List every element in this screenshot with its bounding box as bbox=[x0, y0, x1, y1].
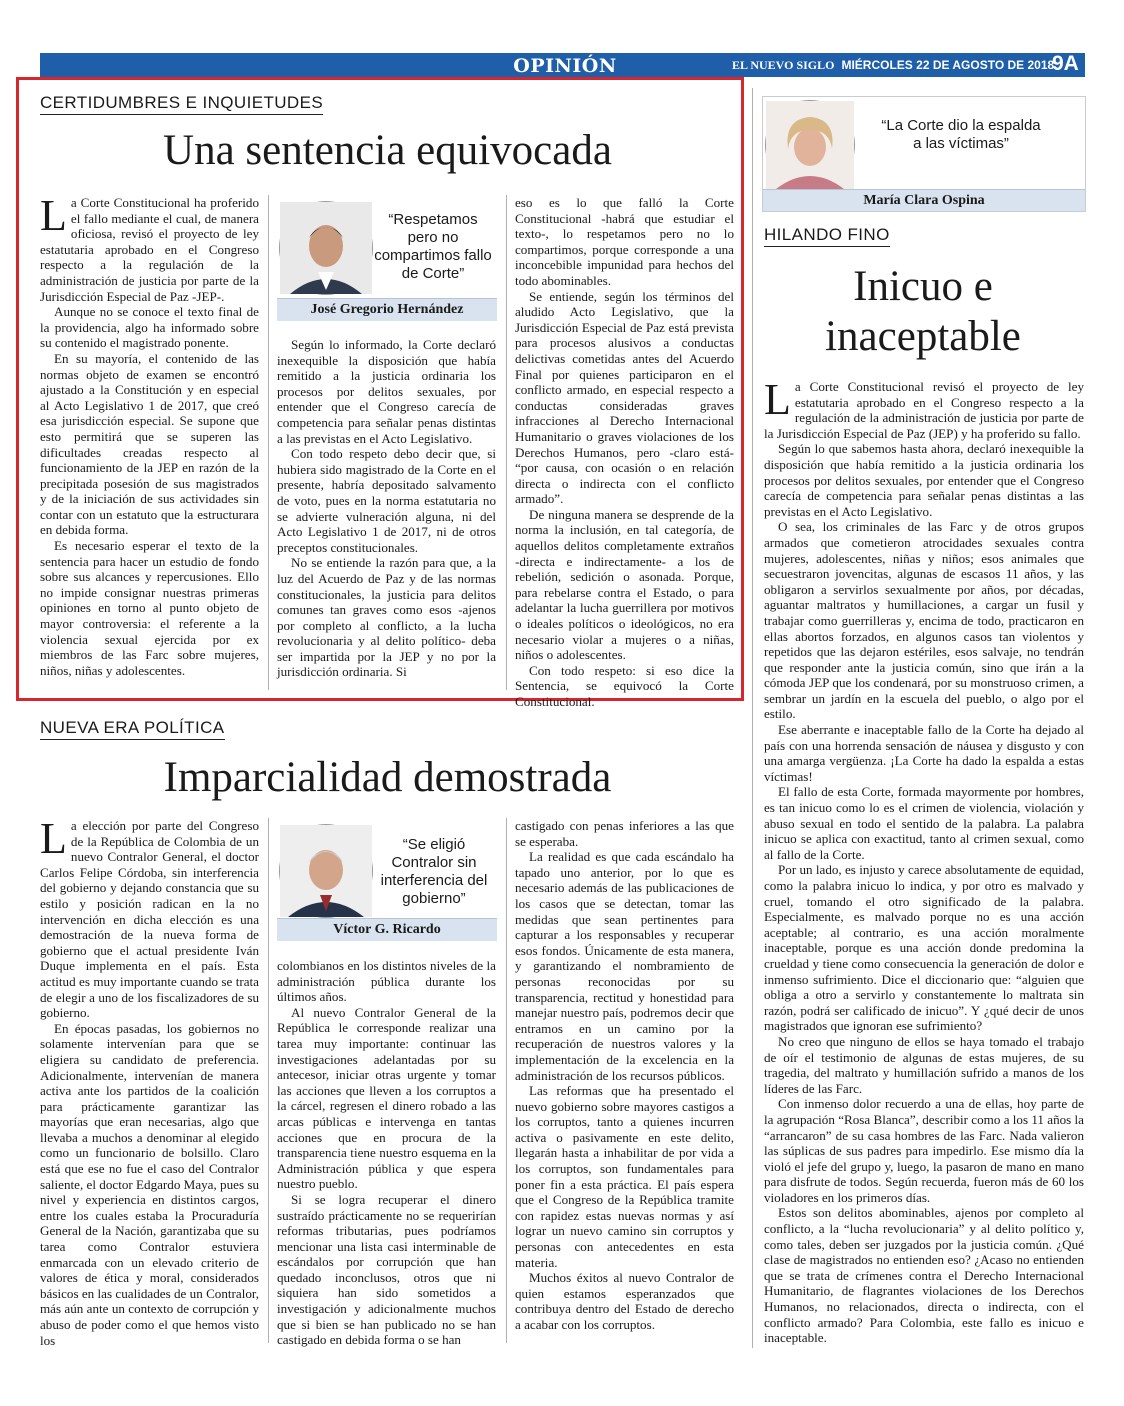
paragraph: Según lo informado, la Corte declaró inexequible la disposición que había remitido a la justicia ordinaria los procesos por delitos sexuales, por entender que el Congreso carecía de competencia para señalar penas distintas a las previstas en el Acto Legislativo. bbox=[277, 337, 496, 446]
paragraph: Aunque no se conoce el texto final de la providencia, algo ha informado sobre su contenido el magistrado ponente. bbox=[40, 304, 259, 351]
article1-pullquote-box bbox=[277, 199, 497, 323]
paragraph: Se entiende, según los términos del aludido Acto Legislativo, que la Jurisdicción Especial de Paz está prevista para procesos alusivos a conductas delictivas cometidas antes del Acuerdo Final por quienes participaron en el conflicto armado, en especial respecto a conductas consideradas graves infracciones al Derecho Internacional Humanitario o graves violaciones de los Derechos Humanos, pero -claro está- “por causa, con ocasión o en relación directa o indirecta con el conflicto armado”. bbox=[515, 288, 734, 507]
paragraph: De ninguna manera se desprende de la norma la inclusión, en tal categoría, de aquellos delitos completamente extraños -directa e indirectamente- a los de rebelión, sedición o asonada. Porque, para rebelarse contra el Estado, o para adelantar la lucha guerrillera por motivos o ideales políticos o ideológicos, no era necesario violar a mujeres o a niñas, niños o adolescentes. bbox=[515, 506, 734, 663]
column-divider bbox=[268, 818, 269, 1343]
article1-column-label: CERTIDUMBRES E INQUIETUDES bbox=[40, 93, 323, 115]
article1-author: José Gregorio Hernández bbox=[277, 298, 497, 321]
paragraph: colombianos en los distintos niveles de la administración pública durante los últimos años. bbox=[277, 958, 496, 1005]
author-avatar bbox=[279, 201, 373, 295]
article1-column-3 bbox=[515, 195, 734, 709]
paragraph: Por un lado, es injusto y carece absolutamente de equidad, como la palabra inicuo lo indica, y por otro es malvado y cruel, tomando el otro significado de la palabra. Especialmente, es malvado porque no es una acción aceptable; al contrario, es una acción moralmente inaceptable, porque es una acción donde predomina la crueldad y tiene como consecuencia la generación de dolor e inmenso sufrimiento. Dice el diccionario que: “alguien que obliga a otro a servirlo y constantemente lo maltrata sin razón, podrá ser calificado de inicuo”. Y ¿qué decir de unos magistrados que ignoran ese sufrimiento? bbox=[764, 862, 1084, 1034]
article2-dropcap: L bbox=[40, 814, 67, 863]
paragraph: Estos son delitos abominables, ajenos por completo al conflicto, a la “lucha revolucionaria” y al delito político y, como tales, deben ser juzgados por la justicia común. ¿Qué clase de magistrados no entienden eso? ¿Acaso no entienden que se trata de crímenes contra el Derecho Internacional Humanitario, de flagrantes violaciones de los Derechos Humanos, no relacionados, directa o indirecta, con el conflicto armado? Para Colombia, este fallo es inicuo e inaceptable. bbox=[764, 1205, 1084, 1346]
paragraph: No creo que ninguno de ellos se haya tomado el trabajo de oír el testimonio de algunas de estas mujeres, de su tragedia, del maltrato y humillación sufrido a manos de los líderes de las Farc. bbox=[764, 1033, 1084, 1096]
paragraph: Con todo respeto debo decir que, si hubiera sido magistrado de la Corte en el presente, habría depositado salvamento de voto, pues en la norma estatutaria no se advierte vulneración alguna, ni del Acto Legislativo 1 de 2017, ni de otros preceptos constitucionales. bbox=[277, 446, 496, 555]
paragraph: castigado con penas inferiores a las que se esperaba. bbox=[515, 818, 734, 849]
article3-author: María Clara Ospina bbox=[763, 189, 1085, 211]
article1-column-1 bbox=[40, 191, 259, 695]
paragraph: a elección por parte del Congreso de la República de Colombia de un nuevo Contralor General, el doctor Carlos Felipe Córdoba, sin interferencia del gobierno y dejando constancia que su estilo y posición radican en la no intervención en dicha elección es una demostración de la nueva forma de gobierno que el actual presidente Iván Duque implementa en el país. Esta actitud es muy importante cuando se trata de elegir a uno de los fiscalizadores de su gobierno. bbox=[40, 818, 259, 1021]
paragraph: Ese aberrante e inaceptable fallo de la Corte ha dejado al país con una horrenda sensación de náusea y disgusto y con una amarga vergüenza. ¡La Corte ha dado la espalda a estas víctimas! bbox=[764, 722, 1084, 784]
article3-body bbox=[764, 375, 1084, 1349]
article3-pullquote-box bbox=[762, 96, 1086, 212]
author-avatar bbox=[279, 824, 373, 918]
paragraph: La realidad es que cada escándalo ha tapado uno anterior, por lo que es necesario además de las publicaciones de los casos que se detectan, tomar las medidas que sean pertinentes para capturar a los responsables y recuperar esos fondos. Únicamente de esta manera, y garantizando el nombramiento de personas reconocidas por su transparencia, rectitud y honestidad para manejar nuestro país, podremos decir que entramos en un camino por la recuperación de nuestros valores y la implementación de la excelencia en la administración de los recursos públicos. bbox=[515, 849, 734, 1083]
page-number: 9A bbox=[1052, 52, 1079, 75]
publication-info bbox=[732, 58, 1054, 73]
article3-quote: “La Corte dio la espalda a las víctimas” bbox=[881, 117, 1041, 152]
paragraph: Al nuevo Contralor General de la República le corresponde realizar una tarea muy importante: continuar las investigaciones adelantadas por su antecesor, iniciar otras urgente y tomar las acciones que lleven a los corruptos a la cárcel, regresen el dinero robado a las arcas públicas e intervenga en tantas acciones que en procura de la transparencia tiene nuestro esquema en la Administración pública y que espera nuestro pueblo. bbox=[277, 1004, 496, 1192]
paragraph: En su mayoría, el contenido de las normas objeto de examen se encontró ajustado a la Constitución y en especial al Acto Legislativo 1 de 2017, que creó esa jurisdicción especial. Se supone que esto permitirá que se superen las dificultades creadas respecto al funcionamiento de la JEP en razón de la precipitada posesión de sus magistrados y de la iniciación de sus actividades sin contar con un estatuto que la estructurara en debida forma. bbox=[40, 350, 259, 538]
publication-name: EL NUEVO SIGLO bbox=[732, 58, 835, 72]
article1-column-2 bbox=[277, 337, 496, 695]
paragraph: No se entiende la razón para que, a la luz del Acuerdo de Paz y de las normas constitucionales, la justicia para delitos comunes tan graves como esos -ajenos por completo al conflicto, a la lucha revolucionaria y al delito político- deba ser impartida por la JEP y no por la jurisdicción ordinaria. Si bbox=[277, 555, 496, 680]
article2-headline: Imparcialidad demostrada bbox=[163, 754, 612, 801]
paragraph: Las reformas que ha presentado el nuevo gobierno sobre mayores castigos a los corruptos, tanto a quienes incurren activa o pasivamente en este delito, llegarán hasta a inhabilitar de por vida a los corruptos, son fundamentales para poner fin a esta práctica. El país espera que el Congreso de la República tramite con rapidez estas nuevas normas y así lograr un nuevo camino sin corruptos y personas con antecedentes en esta materia. bbox=[515, 1083, 734, 1270]
article2-pullquote-box bbox=[277, 822, 497, 942]
paragraph: En épocas pasadas, los gobiernos no solamente intervenían para que se eligiera su candidato de preferencia. Adicionalmente, intervenían de manera activa ante los partidos de la coalición para prácticamente garantizar las mayorías que eran necesarias, algo que llevaba a muchos a denominar al elegido como un funcionario de bolsillo. Claro está que ese no fue el caso del Contralor saliente, el doctor Edgardo Maya, pues su nivel y experiencia en distintos cargos, entre los cuales estaba la Procuraduría General de la Nación, garantizaba que su tarea como Contralor estuviera enmarcada con un elevado criterio de valores de ética y moral, considerados básicos en las cualidades de un Contralor, más aún ante un contexto de corrupción y abuso de poder como el que hemos visto los bbox=[40, 1020, 259, 1348]
column-divider bbox=[506, 818, 507, 1343]
column-divider bbox=[268, 195, 269, 690]
article2-column-2 bbox=[277, 958, 496, 1348]
author-photo-icon bbox=[280, 825, 372, 917]
article3-headline-line1: Inicuo e bbox=[853, 263, 993, 310]
paragraph: Es necesario esperar el texto de la sentencia para hacer un estudio de fondo sobre sus alcances y repercusiones. Ello no impide consignar nuestras primeras opiniones en torno al punto objeto de mayor controversia: el referente a la violencia sexual ejercida por ex miembros de las Farc sobre mujeres, niños, niñas y adolescentes. bbox=[40, 538, 259, 678]
page-divider bbox=[752, 88, 753, 1348]
article1-quote: “Respetamos pero no compartimos fallo de Corte” bbox=[374, 211, 492, 282]
section-title: OPINIÓN bbox=[513, 55, 617, 77]
author-avatar bbox=[765, 100, 855, 190]
article2-column-1 bbox=[40, 814, 259, 1348]
article3-headline-line2: inaceptable bbox=[825, 313, 1021, 360]
paragraph: Si se logra recuperar el dinero sustraído prácticamente no se requerirían reformas tributarias, pues podríamos mencionar una lista casi interminable de escándalos por corrupción que han quedado inconclusos, otros que ni siquiera han sido sometidos a investigación y adicionalmente muchos que si bien se han publicado no se han castigado en debida forma o se han bbox=[277, 1191, 496, 1348]
paragraph: Muchos éxitos al nuevo Contralor de quien estamos esperanzados que contribuya dentro del Estado de derecho a acabar con los corruptos. bbox=[515, 1270, 734, 1332]
article3-column-label: HILANDO FINO bbox=[764, 225, 890, 247]
paragraph: Según lo que sabemos hasta ahora, declaró inexequible la disposición que había remitido a la justicia ordinaria los procesos por delitos sexuales, por entender que el Congreso carecía de competencia para señalar penas distintas a las previstas en el Acto Legislativo. bbox=[764, 441, 1084, 519]
article2-quote: “Se eligió Contralor sin interferencia del gobierno” bbox=[380, 836, 488, 907]
paragraph: a Corte Constitucional ha proferido el fallo mediante el cual, de manera oficiosa, revisó el proyecto de ley estatutaria aprobado en el Congreso respecto a la regulación de la administración de justicia por parte de la Jurisdicción Especial de Paz -JEP-. bbox=[40, 195, 259, 304]
article1-headline: Una sentencia equivocada bbox=[163, 127, 612, 174]
article2-column-label: NUEVA ERA POLÍTICA bbox=[40, 718, 225, 740]
paragraph: Con inmenso dolor recuerdo a una de ellas, hoy parte de la agrupación “Rosa Blanca”, describir como a los 11 años la “arrancaron” de su casa hombres de las Farc. Nada valieron las súplicas de sus padres para impedirlo. Ese mismo día la violó el jefe del grupo y, luego, la pasaron de mano en mano para disfrute de todos. Según recuerda, fueron más de 60 los violadores en los primeros días. bbox=[764, 1096, 1084, 1205]
article2-author: Víctor G. Ricardo bbox=[277, 918, 497, 941]
paragraph: O sea, los criminales de las Farc y de otros grupos armados que cometieron atrocidades sexuales contra mujeres, adolescentes, niñas y niños; esos animales que secuestraron jovencitas, algunas de escasos 11 años, y las obligaron a servirlos sexualmente por años, por décadas, aguantar maltratos y humillaciones, a cargar un fusil y trabajar como guerrilleras y, encima de todo, practicaron en ellas abortos forzados, en algunos casos tan violentos y repetidos que las dejaron estériles, esos salvaje, no tendrán que responder ante la justicia común, sino que irán a la cómoda JEP que los condenará, por su monstruoso crimen, a sembrar un jardín en la escuela del pueblo, o algo por el estilo. bbox=[764, 519, 1084, 722]
publication-date: MIÉRCOLES 22 DE AGOSTO DE 2018 bbox=[841, 58, 1055, 72]
column-divider bbox=[506, 195, 507, 690]
paragraph: El fallo de esta Corte, formada mayormente por hombres, es tan inicuo como lo es el crimen de violencia, violación y abuso sexual en todo el sentido de la palabra. La palabra inicuo se aplica con exactitud, tanto al crimen sexual, como al fallo de la Corte. bbox=[764, 784, 1084, 862]
paragraph: Con todo respeto: si eso dice la Sentencia, se equivocó la Corte Constitucional. bbox=[515, 662, 734, 709]
paragraph: a Corte Constitucional revisó el proyecto de ley estatutaria aprobado en el Congreso respecto a la regulación de la administración de justicia por parte de la Jurisdicción Especial de Paz (JEP) y ha proferido su fallo. bbox=[764, 379, 1084, 441]
author-photo-icon bbox=[766, 101, 854, 189]
article1-dropcap: L bbox=[40, 191, 67, 240]
author-photo-icon bbox=[280, 202, 372, 294]
article2-column-3 bbox=[515, 818, 734, 1348]
article3-dropcap: L bbox=[764, 375, 791, 424]
paragraph: eso es lo que falló la Corte Constitucional -habrá que estudiar el texto-, lo respetamos pero no lo compartimos, porque corresponde a una inconcebible impunidad para hechos del todo abominables. bbox=[515, 195, 734, 288]
